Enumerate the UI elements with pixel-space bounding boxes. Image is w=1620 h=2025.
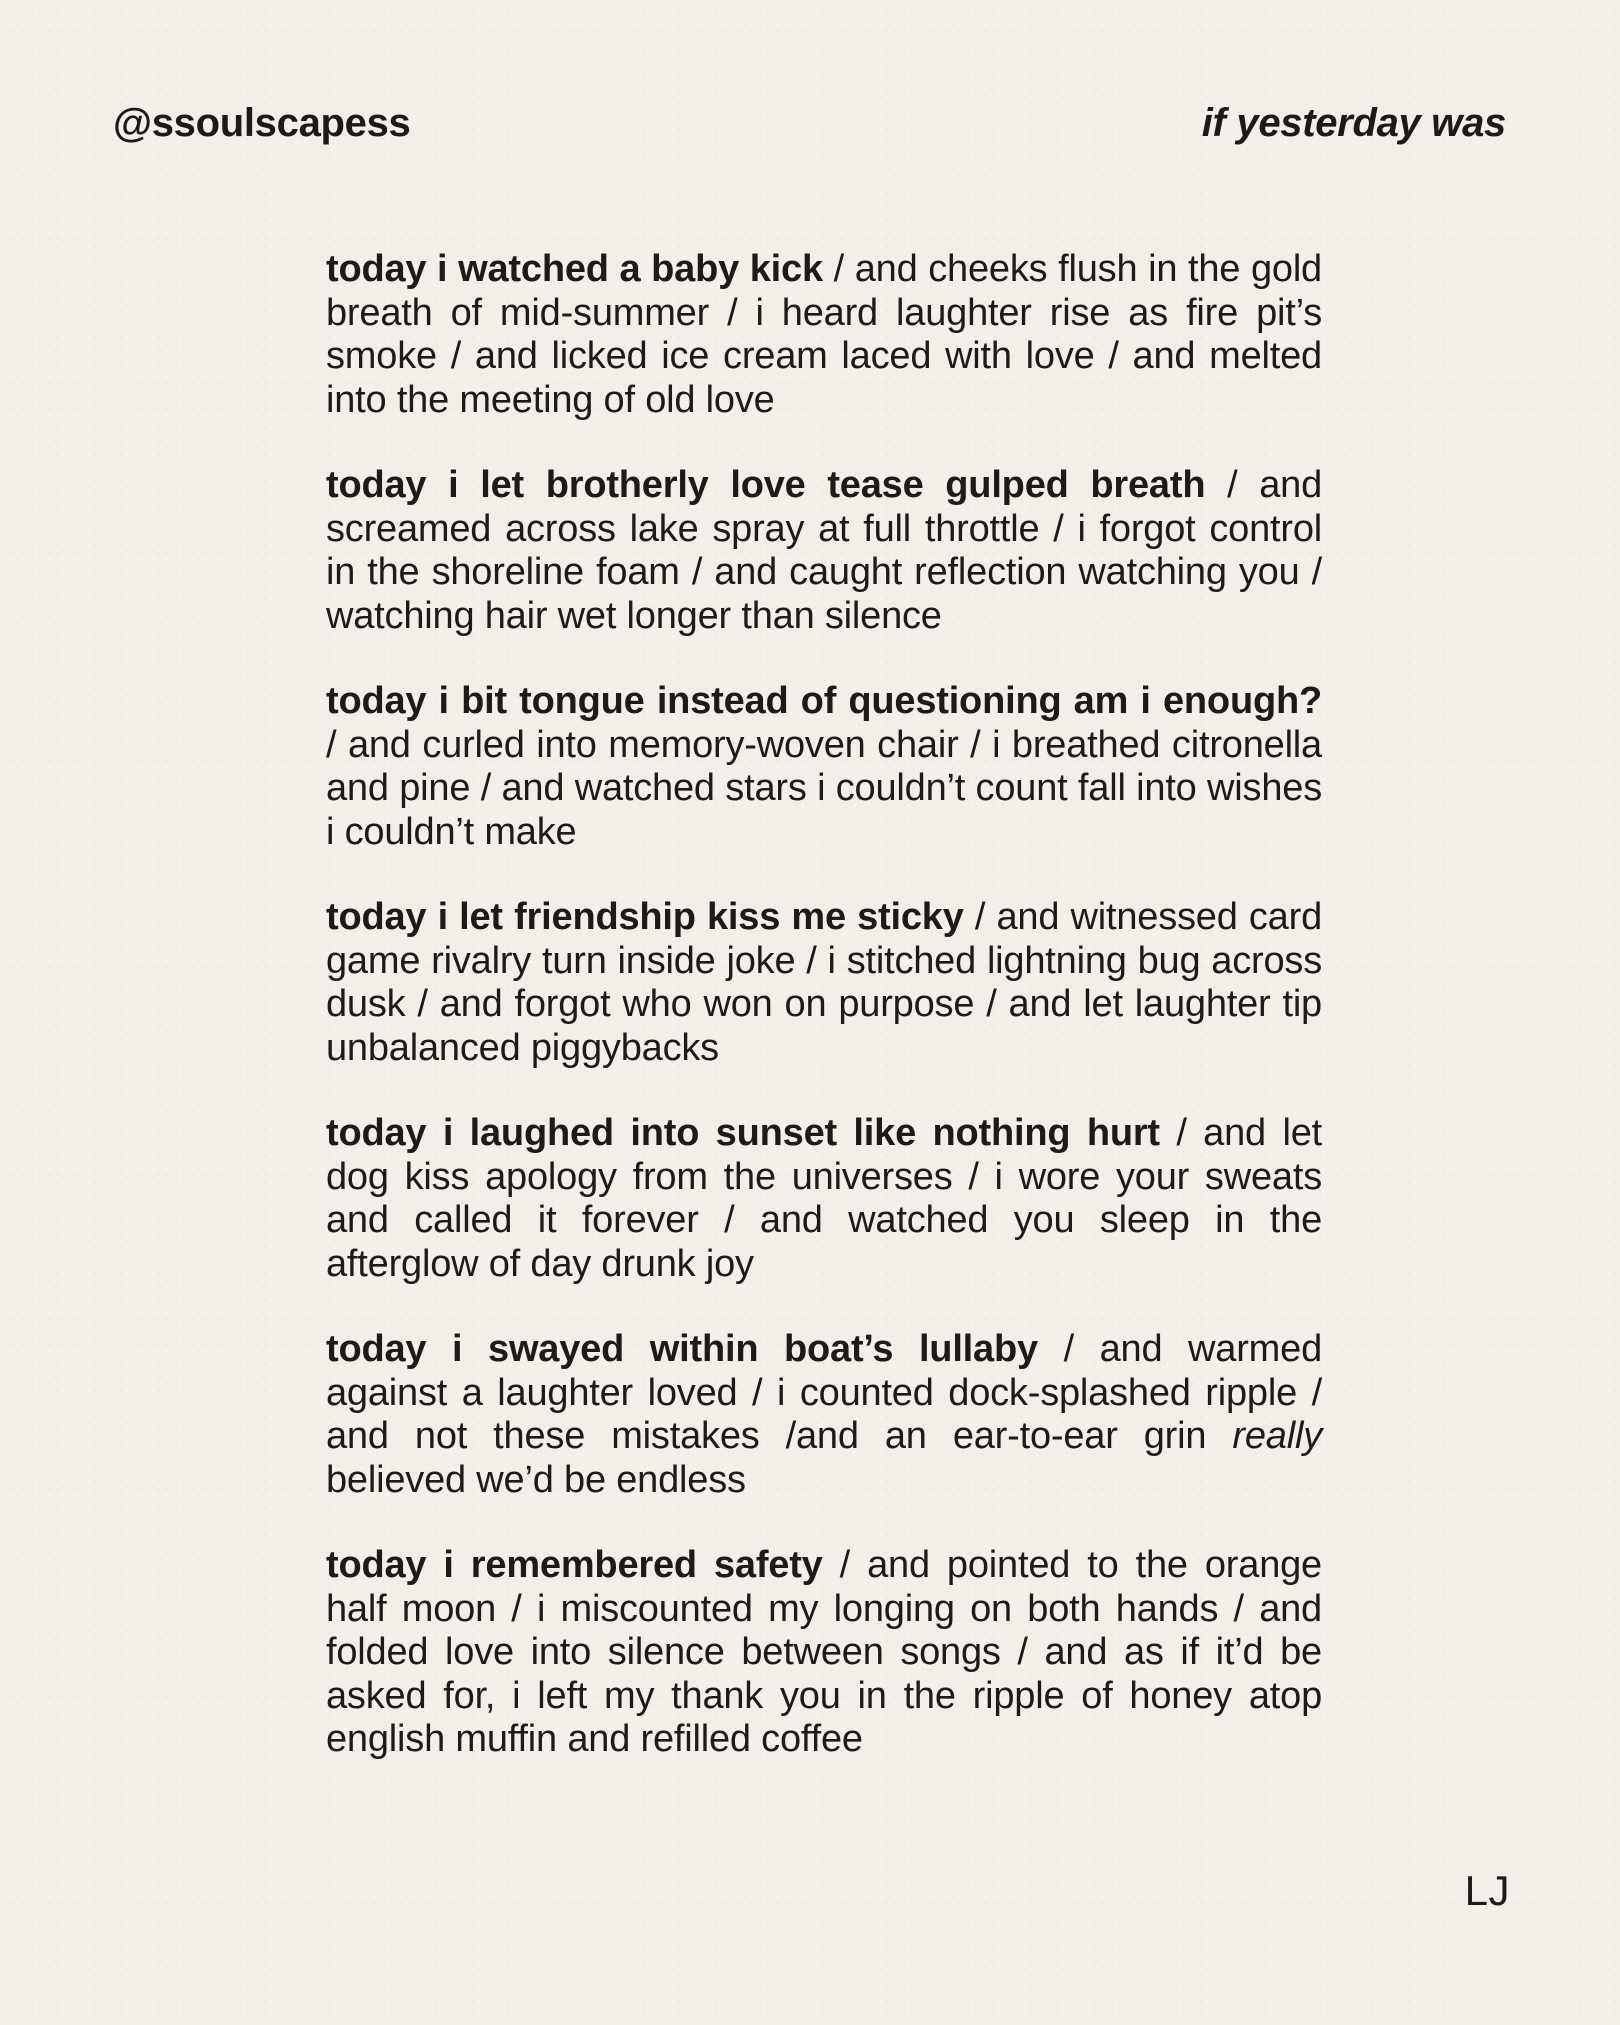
poem-stanza-7 xyxy=(326,1544,1322,1762)
poem-stanza-2 xyxy=(326,464,1322,638)
stanza-4-lead: today i let friendship kiss me sticky xyxy=(326,896,964,938)
stanza-3-lead: today i bit tongue instead of questioning am i enough? xyxy=(326,680,1322,722)
stanza-2-lead: today i let brotherly love tease gulped breath xyxy=(326,464,1206,506)
stanza-2-text: / and screamed across lake spray at full throttle / i forgot control in the shoreline foam / and caught reflection watching you / watching hair wet longer than silence xyxy=(326,464,1322,637)
author-handle: @ssoulscapess xyxy=(113,101,411,145)
stanza-1-text: / and cheeks flush in the gold breath of mid-summer / i heard laughter rise as fire pit’s smoke / and licked ice cream laced with love / and melted into the meeting of old love xyxy=(326,248,1322,421)
page-title: if yesterday was xyxy=(1201,101,1506,145)
stanza-5-text: / and let dog kiss apology from the universes / i wore your sweats and called it forever / and watched you sleep in the afterglow of day drunk joy xyxy=(326,1112,1322,1285)
poem-stanza-6 xyxy=(326,1328,1322,1502)
stanza-6-text-after: believed we’d be endless xyxy=(326,1458,746,1501)
author-initials: LJ xyxy=(1464,1867,1510,1914)
stanza-3-text: / and curled into memory-woven chair / i breathed citronella and pine / and watched stars i couldn’t count fall into wishes i couldn’t make xyxy=(326,723,1322,853)
stanza-7-text: / and pointed to the orange half moon / i miscounted my longing on both hands / and folded love into silence between songs / and as if it’d be asked for, i left my thank you in the ripple of honey atop english muffin and refilled coffee xyxy=(326,1544,1322,1760)
stanza-6-text: / and warmed against a laughter loved / i counted dock-splashed ripple / and not these mistakes /and an ear-to-ear grin xyxy=(326,1328,1323,1457)
poem-stanza-1 xyxy=(326,248,1322,422)
stanza-6-lead: today i swayed within boat’s lullaby xyxy=(326,1328,1038,1370)
poem-body xyxy=(326,248,1322,1804)
stanza-5-lead: today i laughed into sunset like nothing hurt xyxy=(326,1112,1160,1154)
stanza-6-italic: really xyxy=(1232,1415,1322,1457)
poem-stanza-4 xyxy=(326,896,1322,1070)
poem-stanza-5 xyxy=(326,1112,1322,1286)
stanza-1-lead: today i watched a baby kick xyxy=(326,248,823,290)
stanza-4-text: / and witnessed card game rivalry turn inside joke / i stitched lightning bug across dusk / and forgot who won on purpose / and let laughter tip unbalanced piggybacks xyxy=(326,896,1323,1069)
poem-stanza-3 xyxy=(326,680,1322,854)
stanza-7-lead: today i remembered safety xyxy=(326,1544,823,1586)
